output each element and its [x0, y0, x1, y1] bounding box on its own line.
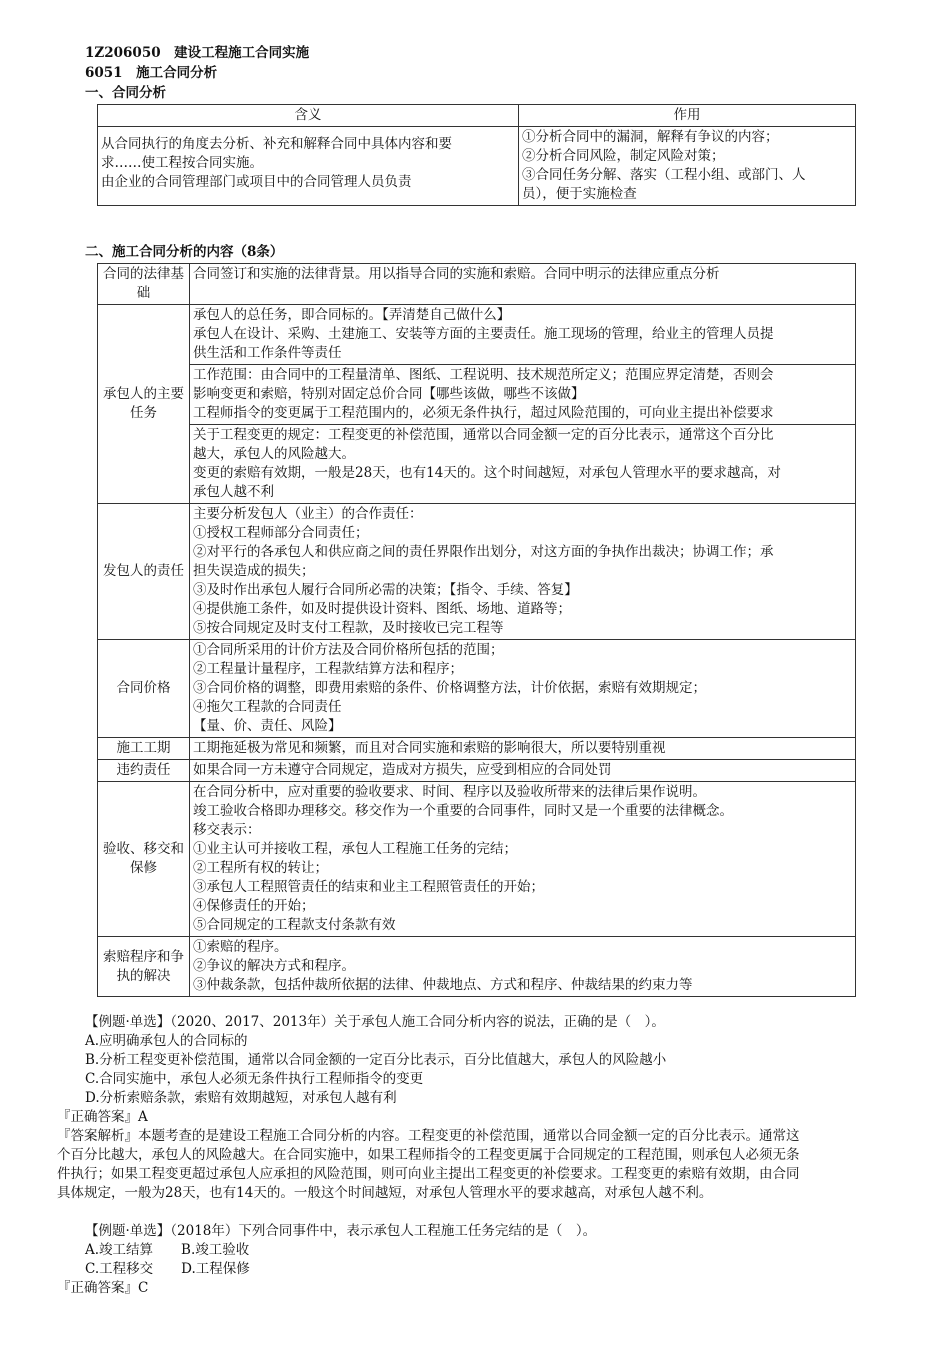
- option-d: D.分析索赔条款，索赔有效期越短，对承包人越有利: [85, 1090, 397, 1106]
- content-line: ②争议的解决方式和程序。: [193, 958, 355, 974]
- meaning-line: 由企业的合同管理部门或项目中的合同管理人员负责: [101, 174, 412, 190]
- content-line: 变更的索赔有效期，一般是28天，也有14天的。这个时间越短，对承包人管理水平的要求越高，对: [193, 465, 781, 481]
- content-line: ①授权工程师部分合同责任；: [193, 525, 369, 541]
- content-row: [98, 264, 856, 305]
- section-code-heading: 1Z206050 建设工程施工合同实施: [85, 45, 310, 61]
- subsection-heading: 6051 施工合同分析: [85, 65, 218, 81]
- row-content: [190, 782, 856, 937]
- content-line: ③合同价格的调整，即费用索赔的条件、价格调整方法，计价依据，索赔有效期规定；: [193, 680, 706, 696]
- contract-content-table: [97, 263, 856, 997]
- purpose-line: ①分析合同中的漏洞，解释有争议的内容；: [522, 129, 779, 145]
- content-line: 供生活和工作条件等责任: [193, 345, 342, 361]
- option-b: B.竣工验收: [181, 1242, 250, 1258]
- example-2-answer: 『正确答案』C: [57, 1280, 149, 1296]
- content-row: [98, 738, 856, 760]
- content-line: ①索赔的程序。: [193, 939, 288, 955]
- content-line: ④拖欠工程款的合同责任: [193, 699, 342, 715]
- example-2-question: 【例题·单选】（2018年）下列合同事件中，表示承包人工程施工任务完结的是（ ）。: [85, 1223, 597, 1239]
- row-content: [190, 365, 856, 425]
- row-content: [190, 425, 856, 504]
- content-line: 工程师指令的变更属于工程范围内的，必须无条件执行，超过风险范围的，可向业主提出补偿要求: [193, 405, 774, 421]
- content-line: 关于工程变更的规定：工程变更的补偿范围，通常以合同金额一定的百分比表示，通常这个百分比: [193, 427, 774, 443]
- meaning-cell: [98, 127, 519, 206]
- example-2: [57, 1222, 897, 1298]
- row-label: 索赔程序和争执的解决: [98, 937, 190, 997]
- options-row-1: [57, 1241, 897, 1260]
- content-row: [98, 640, 856, 738]
- content-line: 工期拖延极为常见和频繁，而且对合同实施和索赔的影响很大，所以要特别重视: [193, 740, 666, 756]
- col-header-purpose: 作用: [519, 105, 856, 127]
- content-row: [98, 504, 856, 640]
- row-content: [190, 264, 856, 305]
- option-c: C.合同实施中，承包人必须无条件执行工程师指令的变更: [85, 1071, 424, 1087]
- section-1-heading: 一、合同分析: [85, 85, 166, 101]
- content-line: ①合同所采用的计价方法及合同价格所包括的范围；: [193, 642, 504, 658]
- content-line: 工作范围：由合同中的工程量清单、图纸、工程说明、技术规范所定义；范围应界定清楚，否则会: [193, 367, 774, 383]
- content-line: ②工程所有权的转让；: [193, 860, 328, 876]
- meaning-line: 从合同执行的角度去分析、补充和解释合同中具体内容和要: [101, 136, 452, 152]
- content-line: ⑤合同规定的工程款支付条款有效: [193, 917, 396, 933]
- row-content: [190, 640, 856, 738]
- content-line: ③仲裁条款，包括仲裁所依据的法律、仲裁地点、方式和程序、仲裁结果的约束力等: [193, 977, 693, 993]
- option-d: D.工程保修: [181, 1261, 250, 1277]
- content-line: 承包人的总任务，即合同标的。【弄清楚自己做什么】: [193, 307, 511, 323]
- content-line: ②对平行的各承包人和供应商之间的责任界限作出划分，对这方面的争执作出裁决；协调工作；承: [193, 544, 774, 560]
- content-line: ③承包人工程照管责任的结束和业主工程照管责任的开始；: [193, 879, 544, 895]
- content-line: 移交表示：: [193, 822, 261, 838]
- row-content: [190, 305, 856, 365]
- content-row: [98, 782, 856, 937]
- content-line: ④保修责任的开始；: [193, 898, 315, 914]
- content-line: ①业主认可并接收工程，承包人工程施工任务的完结；: [193, 841, 517, 857]
- analysis-line: 件执行；如果工程变更超过承包人应承担的风险范围，则可向业主提出工程变更的补偿要求。工程变更的索赔有效期，由合同: [57, 1166, 800, 1182]
- row-content: [190, 738, 856, 760]
- analysis-line: 『答案解析』本题考查的是建设工程施工合同分析的内容。工程变更的补偿范围，通常以合同金额一定的百分比表示。通常这: [57, 1128, 800, 1144]
- row-label: 施工工期: [98, 738, 190, 760]
- content-line: 在合同分析中，应对重要的验收要求、时间、程序以及验收所带来的法律后果作说明。: [193, 784, 706, 800]
- content-row: [98, 425, 856, 504]
- row-label: 合同的法律基础: [98, 264, 190, 305]
- option-c: C.工程移交: [85, 1261, 154, 1277]
- content-row: [98, 937, 856, 997]
- analysis-line: 个百分比越大，承包人的风险越大。在合同实施中，如果工程师指令的工程变更属于合同规定的工程范围，则承包人必须无条: [57, 1147, 800, 1163]
- row-label: 承包人的主要任务: [98, 305, 190, 504]
- content-row: [98, 760, 856, 782]
- meaning-line: 求……使工程按合同实施。: [101, 155, 263, 171]
- content-line: 承包人在设计、采购、土建施工、安装等方面的主要责任。施工现场的管理，给业主的管理人员提: [193, 326, 774, 342]
- options-row-2: [57, 1260, 897, 1279]
- example-1: [57, 1013, 897, 1203]
- content-line: ③及时作出承包人履行合同所必需的决策；【指令、手续、答复】: [193, 582, 578, 598]
- content-row: [98, 365, 856, 425]
- purpose-line: ③合同任务分解、落实（工程小组、或部门、人: [522, 167, 806, 183]
- row-label: 违约责任: [98, 760, 190, 782]
- content-row: [98, 305, 856, 365]
- content-line: 越大，承包人的风险越大。: [193, 446, 355, 462]
- example-1-answer: 『正确答案』A: [57, 1109, 148, 1125]
- content-line: ②工程量计量程序，工程款结算方法和程序；: [193, 661, 463, 677]
- row-label: 发包人的责任: [98, 504, 190, 640]
- option-a: A.竣工结算: [85, 1242, 154, 1258]
- option-a: A.应明确承包人的合同标的: [85, 1033, 248, 1049]
- col-header-meaning: 含义: [98, 105, 519, 127]
- content-line: 竣工验收合格即办理移交。移交作为一个重要的合同事件，同时又是一个重要的法律概念。: [193, 803, 733, 819]
- row-content: [190, 760, 856, 782]
- content-line: 合同签订和实施的法律背景。用以指导合同的实施和索赔。合同中明示的法律应重点分析: [193, 266, 720, 282]
- purpose-cell: [519, 127, 856, 206]
- section-2-heading: 二、施工合同分析的内容（8条）: [85, 244, 284, 260]
- analysis-line: 具体规定，一般为28天，也有14天的。一般这个时间越短，对承包人管理水平的要求越高，对承包人越不利。: [57, 1185, 713, 1201]
- content-line: 主要分析发包人（业主）的合作责任：: [193, 506, 423, 522]
- row-content: [190, 504, 856, 640]
- row-label: 验收、移交和保修: [98, 782, 190, 937]
- row-content: [190, 937, 856, 997]
- content-line: ④提供施工条件，如及时提供设计资料、图纸、场地、道路等；: [193, 601, 571, 617]
- content-line: 如果合同一方未遵守合同规定，造成对方损失，应受到相应的合同处罚: [193, 762, 612, 778]
- row-label: 合同价格: [98, 640, 190, 738]
- purpose-line: 员），便于实施检查: [522, 186, 637, 202]
- content-line: 【量、价、责任、风险】: [193, 718, 342, 734]
- content-line: 担失误造成的损失；: [193, 563, 315, 579]
- purpose-line: ②分析合同风险，制定风险对策；: [522, 148, 725, 164]
- example-1-question: 【例题·单选】（2020、2017、2013年）关于承包人施工合同分析内容的说法，正确的是（ ）。: [85, 1014, 665, 1030]
- content-line: 承包人越不利: [193, 484, 274, 500]
- option-b: B.分析工程变更补偿范围，通常以合同金额的一定百分比表示，百分比值越大，承包人的风险越小: [85, 1052, 667, 1068]
- content-line: ⑤按合同规定及时支付工程款，及时接收已完工程等: [193, 620, 504, 636]
- content-line: 影响变更和索赔，特别对固定总价合同【哪些该做，哪些不该做】: [193, 386, 585, 402]
- contract-analysis-table: [97, 104, 856, 206]
